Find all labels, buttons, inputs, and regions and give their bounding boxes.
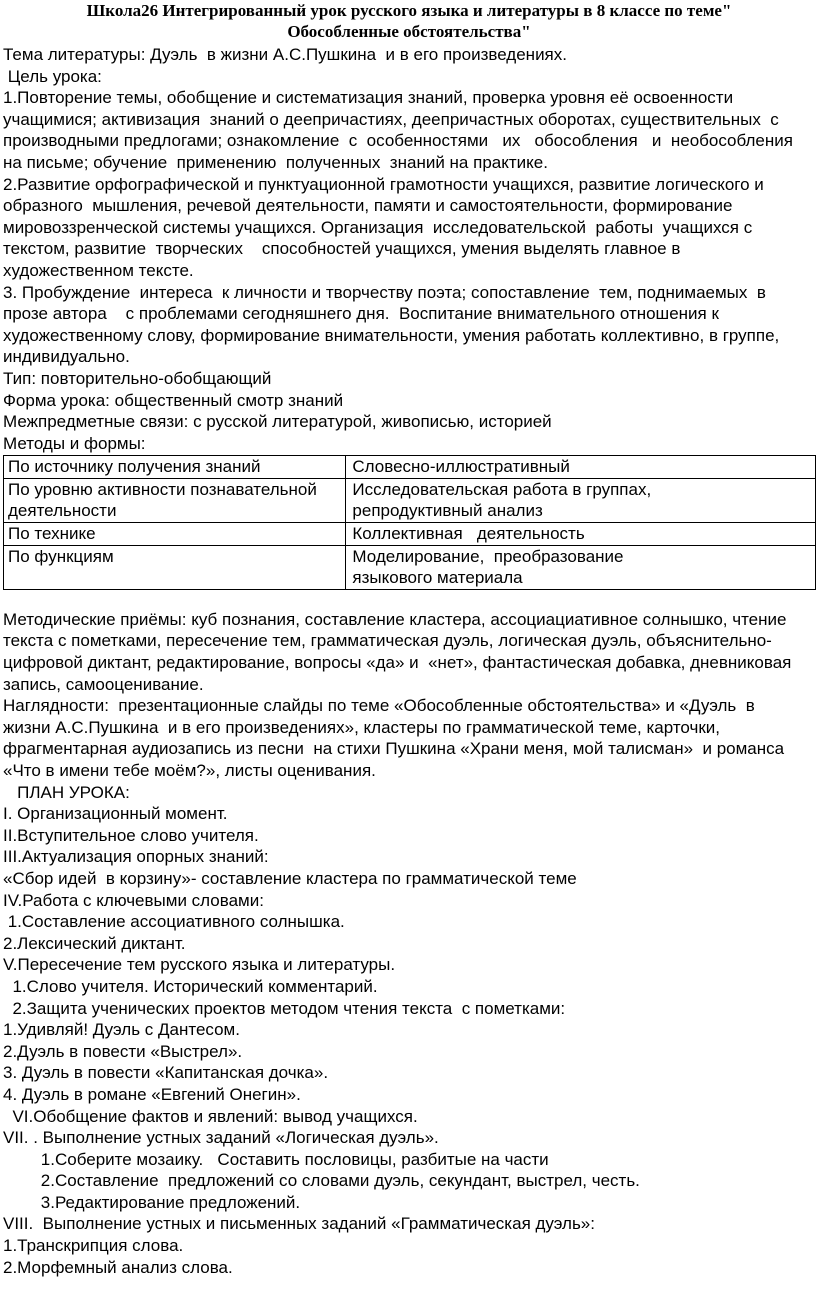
lesson-plan-section (3, 609, 815, 1278)
plan-line-11: II.Вступительное слово учителя. (3, 825, 259, 845)
plan-line-23: 4. Дуэль в романе «Евгений Онегин». (3, 1084, 301, 1104)
method-value-cell: Исследовательская работа в группах, репродуктивный анализ (346, 478, 816, 522)
plan-line-5: Наглядности: презентационные слайды по теме «Обособленные обстоятельства» и «Дуэль в (3, 696, 755, 716)
method-value-cell: Коллективная деятельность (346, 523, 816, 546)
plan-line-19: 2.Защита ученических проектов методом чтения текста с пометками: (3, 998, 566, 1018)
plan-line-14: IV.Работа с ключевыми словами: (3, 890, 264, 910)
text-line-3: 1.Повторение темы, обобщение и систематизация знаний, проверка уровня её освоенности (3, 88, 734, 108)
text-line-6: на письме; обучение применению полученных знаний на практике. (3, 152, 548, 172)
method-value-cell: Словесно-иллюстративный (346, 456, 816, 479)
plan-line-18: 1.Слово учителя. Исторический комментарий. (3, 976, 378, 996)
plan-line-4: запись, самооценивание. (3, 674, 204, 694)
plan-line-17: V.Пересечение тем русского языка и литературы. (3, 955, 396, 975)
text-line-18: Межпредметные связи: с русской литературой, живописью, историей (3, 412, 552, 432)
table-row (4, 523, 816, 546)
text-line-8: образного мышления, речевой деятельности, памяти и самостоятельности, формирование (3, 196, 733, 216)
text-line-7: 2.Развитие орфографической и пунктуационной грамотности учащихся, развитие логического и (3, 174, 764, 194)
plan-line-30: 1.Транскрипция слова. (3, 1236, 184, 1256)
plan-line-8: «Что в имени тебе моём?», листы оценивания. (3, 761, 376, 780)
text-line-10: текстом, развитие творческих способностей учащихся, умения выделять главное в (3, 239, 681, 259)
plan-line-25: VII. . Выполнение устных заданий «Логическая дуэль». (3, 1128, 439, 1148)
plan-line-1: Методические приёмы: куб познания, составление кластера, ассоциациативное солнышко, чтение (3, 609, 787, 629)
plan-line-28: 3.Редактирование предложений. (3, 1192, 301, 1212)
text-line-15: индивидуально. (3, 347, 130, 367)
plan-line-21: 2.Дуэль в повести «Выстрел». (3, 1041, 243, 1061)
plan-line-20: 1.Удивляй! Дуэль с Дантесом. (3, 1020, 240, 1040)
method-value-cell: Моделирование, преобразование языкового материала (346, 545, 816, 589)
plan-line-13: «Сбор идей в корзину»- составление кластера по грамматической теме (3, 868, 577, 888)
plan-line-3: цифровой диктант, редактирование, вопросы «да» и «нет», фантастическая добавка, дневниковая (3, 653, 792, 673)
text-line-16: Тип: повторительно-обобщающий (3, 368, 272, 388)
text-line-19: Методы и формы: (3, 433, 146, 453)
plan-line-2: текста с пометками, пересечение тем, грамматическая дуэль, логическая дуэль, объяснительно- (3, 631, 772, 651)
plan-line-9: ПЛАН УРОКА: (3, 782, 130, 802)
method-criterion-cell: По функциям (4, 545, 346, 589)
text-line-17: Форма урока: общественный смотр знаний (3, 390, 344, 410)
text-line-11: художественном тексте. (3, 260, 194, 280)
plan-line-6: жизни А.С.Пушкина и в его произведениях», кластеры по грамматической теме, карточки, (3, 717, 721, 737)
plan-line-22: 3. Дуэль в повести «Капитанская дочка». (3, 1063, 329, 1083)
document-title-line-1: Школа26 Интегрированный урок русского языка и литературы в 8 классе по теме" (86, 1, 732, 20)
text-line-4: учащимися; активизация знаний о деепричастиях, деепричастных оборотах, существительных с (3, 109, 779, 129)
text-line-12: 3. Пробуждение интереса к личности и творчеству поэта; сопоставление тем, поднимаемых в (3, 282, 766, 302)
plan-line-29: VIII. Выполнение устных и письменных заданий «Грамматическая дуэль»: (3, 1214, 595, 1234)
plan-line-7: фрагментарная аудиозапись из песни на стихи Пушкина «Храни меня, мой талисман» и романса (3, 739, 785, 759)
text-line-5: производными предлогами; ознакомление с особенностями их обособления и необособления (3, 131, 793, 151)
methods-table (3, 455, 816, 590)
plan-line-27: 2.Составление предложений со словами дуэль, секундант, выстрел, честь. (3, 1171, 640, 1191)
plan-line-10: I. Организационный момент. (3, 804, 228, 824)
text-line-2: Цель урока: (3, 66, 102, 86)
text-line-1: Тема литературы: Дуэль в жизни А.С.Пушкина и в его произведениях. (3, 45, 567, 64)
method-criterion-cell: По уровню активности познавательной деятельности (4, 478, 346, 522)
text-line-13: прозе автора с проблемами сегодняшнего дня. Воспитание внимательного отношения к (3, 304, 719, 324)
plan-line-15: 1.Составление ассоциативного солнышка. (3, 912, 345, 932)
plan-line-12: III.Актуализация опорных знаний: (3, 847, 269, 867)
table-row (4, 545, 816, 589)
text-line-9: мировоззренческой системы учащихся. Организация исследовательской работы учащихся с (3, 217, 753, 237)
lesson-goals-section (3, 44, 815, 454)
table-row (4, 478, 816, 522)
plan-line-31: 2.Морфемный анализ слова. (3, 1257, 233, 1277)
document (3, 0, 815, 1278)
plan-line-26: 1.Соберите мозаику. Составить пословицы, разбитые на части (3, 1149, 549, 1169)
table-row (4, 456, 816, 479)
method-criterion-cell: По технике (4, 523, 346, 546)
document-title-line-2: Обособленные обстоятельства" (287, 22, 531, 41)
text-line-14: художественному слову, формирование внимательности, умения работать коллективно, в группе, (3, 325, 780, 345)
method-criterion-cell: По источнику получения знаний (4, 456, 346, 479)
plan-line-16: 2.Лексический диктант. (3, 933, 186, 953)
plan-line-24: VI.Обобщение фактов и явлений: вывод учащихся. (3, 1106, 418, 1126)
